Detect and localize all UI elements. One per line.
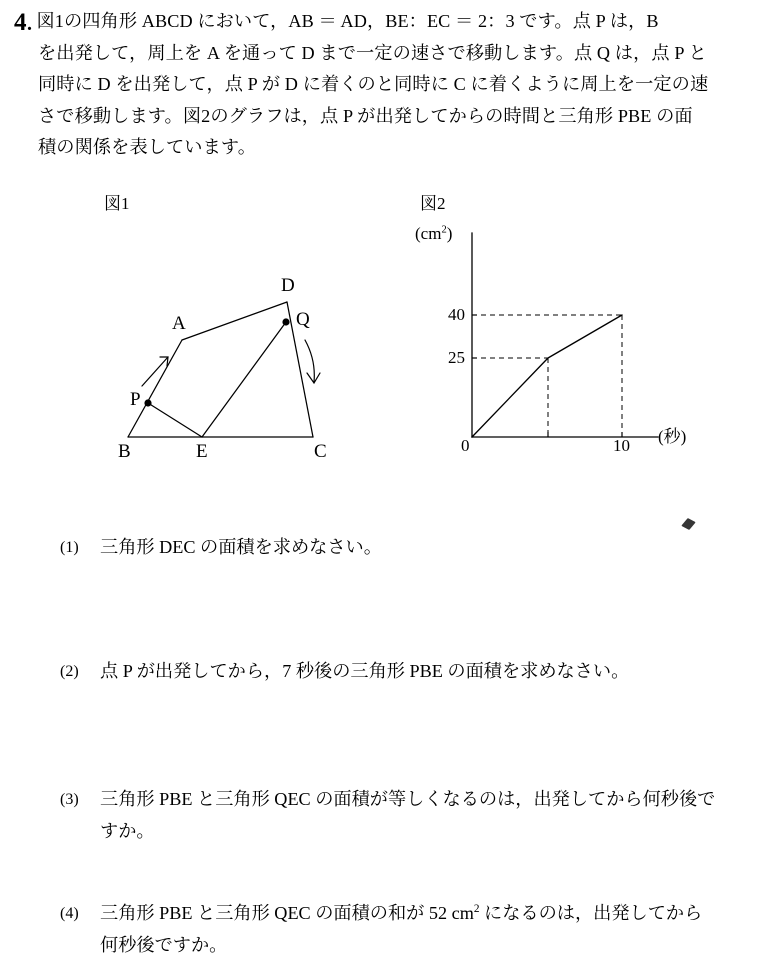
question-1-text: 三角形 DEC の面積を求めなさい。 — [100, 537, 382, 557]
problem-statement — [14, 6, 754, 164]
stem-line-4: さで移動します。図2のグラフは，点 P が出発してからの時間と三角形 PBE の面 — [38, 105, 693, 126]
question-4-marker: (4) — [60, 905, 79, 922]
label-Q: Q — [296, 309, 310, 330]
segment-PE — [148, 403, 202, 437]
figure1-diagram — [100, 270, 360, 470]
arrow-q-motion-icon — [305, 340, 320, 383]
question-4-text-line2: 何秒後ですか。 — [100, 934, 228, 955]
x-tick-label-10: 10 — [613, 436, 630, 455]
y-tick-label-40: 40 — [448, 305, 465, 324]
x-axis-unit-label: (秒) — [658, 427, 687, 446]
question-2-text: 点 P が出発してから，7 秒後の三角形 PBE の面積を求めなさい。 — [100, 661, 630, 681]
stem-line-2: を出発して，周上を A を通って D まで一定の速さで移動します。点 Q は，点 P と — [38, 42, 707, 63]
label-D: D — [281, 275, 295, 296]
question-3-marker: (3) — [60, 791, 79, 808]
label-E: E — [196, 441, 208, 462]
stem-line-3: 同時に D を出発して，点 P が D に着くのと同時に C に着くように周上を一定の速 — [38, 74, 709, 95]
question-1-marker: (1) — [60, 539, 79, 556]
label-C: C — [314, 441, 327, 462]
data-line-area-vs-time — [472, 315, 622, 437]
x-tick-label-0: 0 — [461, 436, 470, 455]
question-2-marker: (2) — [60, 663, 79, 680]
stem-line-1: 図1の四角形 ABCD において，AB ＝ AD，BE：EC ＝ 2：3 です。点 P は，B — [36, 11, 659, 31]
point-P-dot — [144, 399, 151, 406]
label-B: B — [118, 441, 131, 462]
label-P: P — [130, 389, 141, 410]
label-A: A — [172, 313, 186, 334]
problem-stem-text — [14, 6, 754, 164]
figure2-graph — [410, 215, 730, 470]
figure1-svg — [100, 270, 360, 470]
figure2-caption: 図2 — [420, 194, 446, 213]
question-3-text-line1: 三角形 PBE と三角形 QEC の面積が等しくなるのは，出発してから何秒後で — [100, 789, 716, 809]
stem-line-5: 積の関係を表しています。 — [38, 137, 256, 158]
scan-artifact-speck — [681, 518, 696, 530]
question-3-text-line2: すか。 — [100, 820, 155, 841]
figure1-caption: 図1 — [104, 194, 130, 213]
problem-number: 4. — [14, 9, 33, 36]
question-4-text-line1: 三角形 PBE と三角形 QEC の面積の和が 52 $cm^2$ になるのは，出発してから — [100, 902, 703, 923]
y-axis-unit-label: $(cm^2)$ — [415, 224, 453, 243]
segment-EQ — [202, 322, 286, 437]
question-3 — [60, 784, 760, 847]
point-Q-dot — [282, 318, 289, 325]
question-1 — [60, 532, 760, 564]
question-4 — [60, 898, 760, 961]
question-2 — [60, 656, 760, 688]
y-tick-label-25: 25 — [448, 348, 465, 367]
segment-AD — [182, 302, 287, 340]
